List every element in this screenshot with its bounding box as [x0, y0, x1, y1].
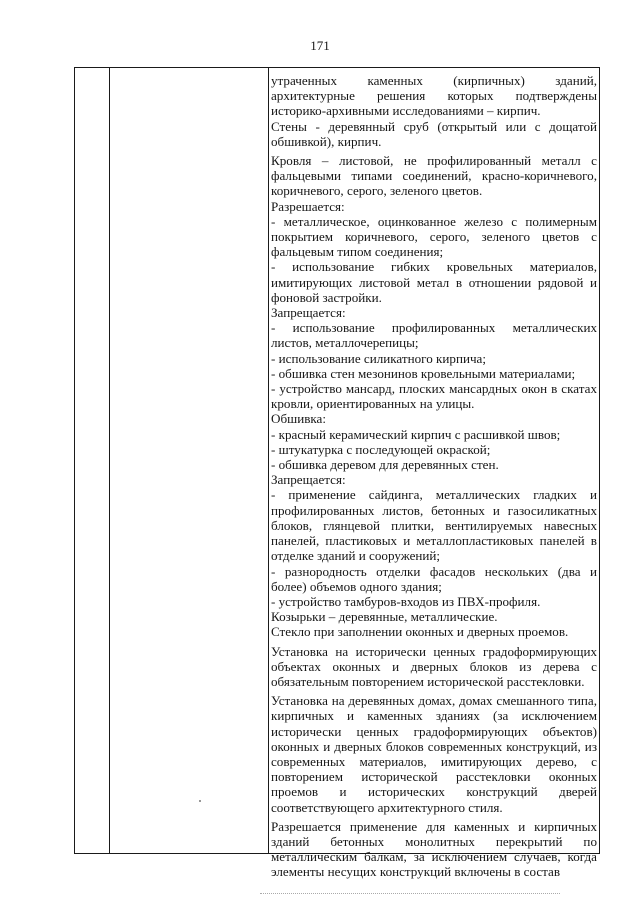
paragraph: Козырьки – деревянные, металлические. — [271, 609, 498, 625]
table-column-divider — [268, 68, 269, 853]
paragraph: Установка на исторически ценных градоформирующих объектах оконных и дверных блоков из дерева с обязательным повторением исторической расстекловки. — [271, 643, 597, 689]
page-number: 171 — [310, 38, 330, 53]
paragraph: Разрешается: — [271, 198, 345, 214]
paragraph: Установка на деревянных домах, домах смешанного типа, кирпичных и каменных зданиях (за исключением исторически ценных градоформирующих объектов) оконных и дверных блоков современных конструкций, из современных материалов, имитирующих дерево, с повторением исторической расстекловки оконных проемов и исторических конструкций дверей соответствующего архитектурного стиля. — [271, 693, 597, 815]
paragraph: Кровля – листовой, не профилированный металл с фальцевыми типами соединений, красно-коричневого, коричневого, серого, зеленого цветов. — [271, 153, 597, 199]
paragraph: - устройство тамбуров-входов из ПВХ-профиля. — [271, 593, 541, 609]
paragraph: - штукатурка с последующей окраской; — [271, 441, 491, 457]
paragraph: - применение сайдинга, металлических гладких и профилированных листов, бетонных и газосиликатных блоков, глянцевой плитки, вентилируемых навесных панелей, пластиковых и металлопластиковых панелей в отделке зданий и сооружений; — [271, 487, 597, 564]
paragraph: Обшивка: — [271, 411, 327, 427]
paragraph: Стекло при заполнении оконных и дверных проемов. — [271, 624, 569, 640]
paragraph: - разнородность отделки фасадов нескольких (два и более) объемов одного здания; — [271, 563, 597, 594]
regulations-table — [74, 67, 600, 880]
paragraph: Запрещается: — [271, 305, 346, 321]
paragraph: - использование силикатного кирпича; — [271, 350, 487, 366]
paragraph: - использование гибких кровельных материалов, имитирующих листовой метал в отношении рядовой и фоновой застройки. — [271, 259, 597, 305]
paragraph: - использование профилированных металлических листов, металлочерепицы; — [271, 320, 597, 351]
paragraph: Запрещается: — [271, 472, 346, 488]
paragraph: - красный керамический кирпич с расшивкой швов; — [271, 426, 561, 442]
paragraph: Стены - деревянный сруб (открытый или с дощатой обшивкой), кирпич. — [271, 118, 597, 149]
paragraph: - устройство мансард, плоских мансардных окон в скатах кровли, ориентированных на улицы. — [271, 381, 597, 412]
paragraph: Разрешается применение для каменных и кирпичных зданий бетонных монолитных перекрытий по металлическим балкам, за исключением случаев, когда элементы несущих конструкций включены в состав — [271, 818, 597, 880]
paragraph: - металлическое, оцинкованное железо с полимерным покрытием коричневого, серого, зеленого цветов с фальцевым типом соединения; — [271, 213, 597, 260]
scan-edge-artifact — [260, 893, 560, 894]
table-cell-text — [271, 73, 597, 880]
paragraph: утраченных каменных (кирпичных) зданий, архитектурные решения которых подтверждены историко-архивными исследованиями – кирпич. — [271, 73, 597, 119]
scan-speck — [199, 800, 201, 802]
paragraph: - обшивка стен мезонинов кровельными материалами; — [271, 365, 576, 381]
table-column-divider — [109, 68, 110, 853]
paragraph: - обшивка деревом для деревянных стен. — [271, 457, 499, 473]
